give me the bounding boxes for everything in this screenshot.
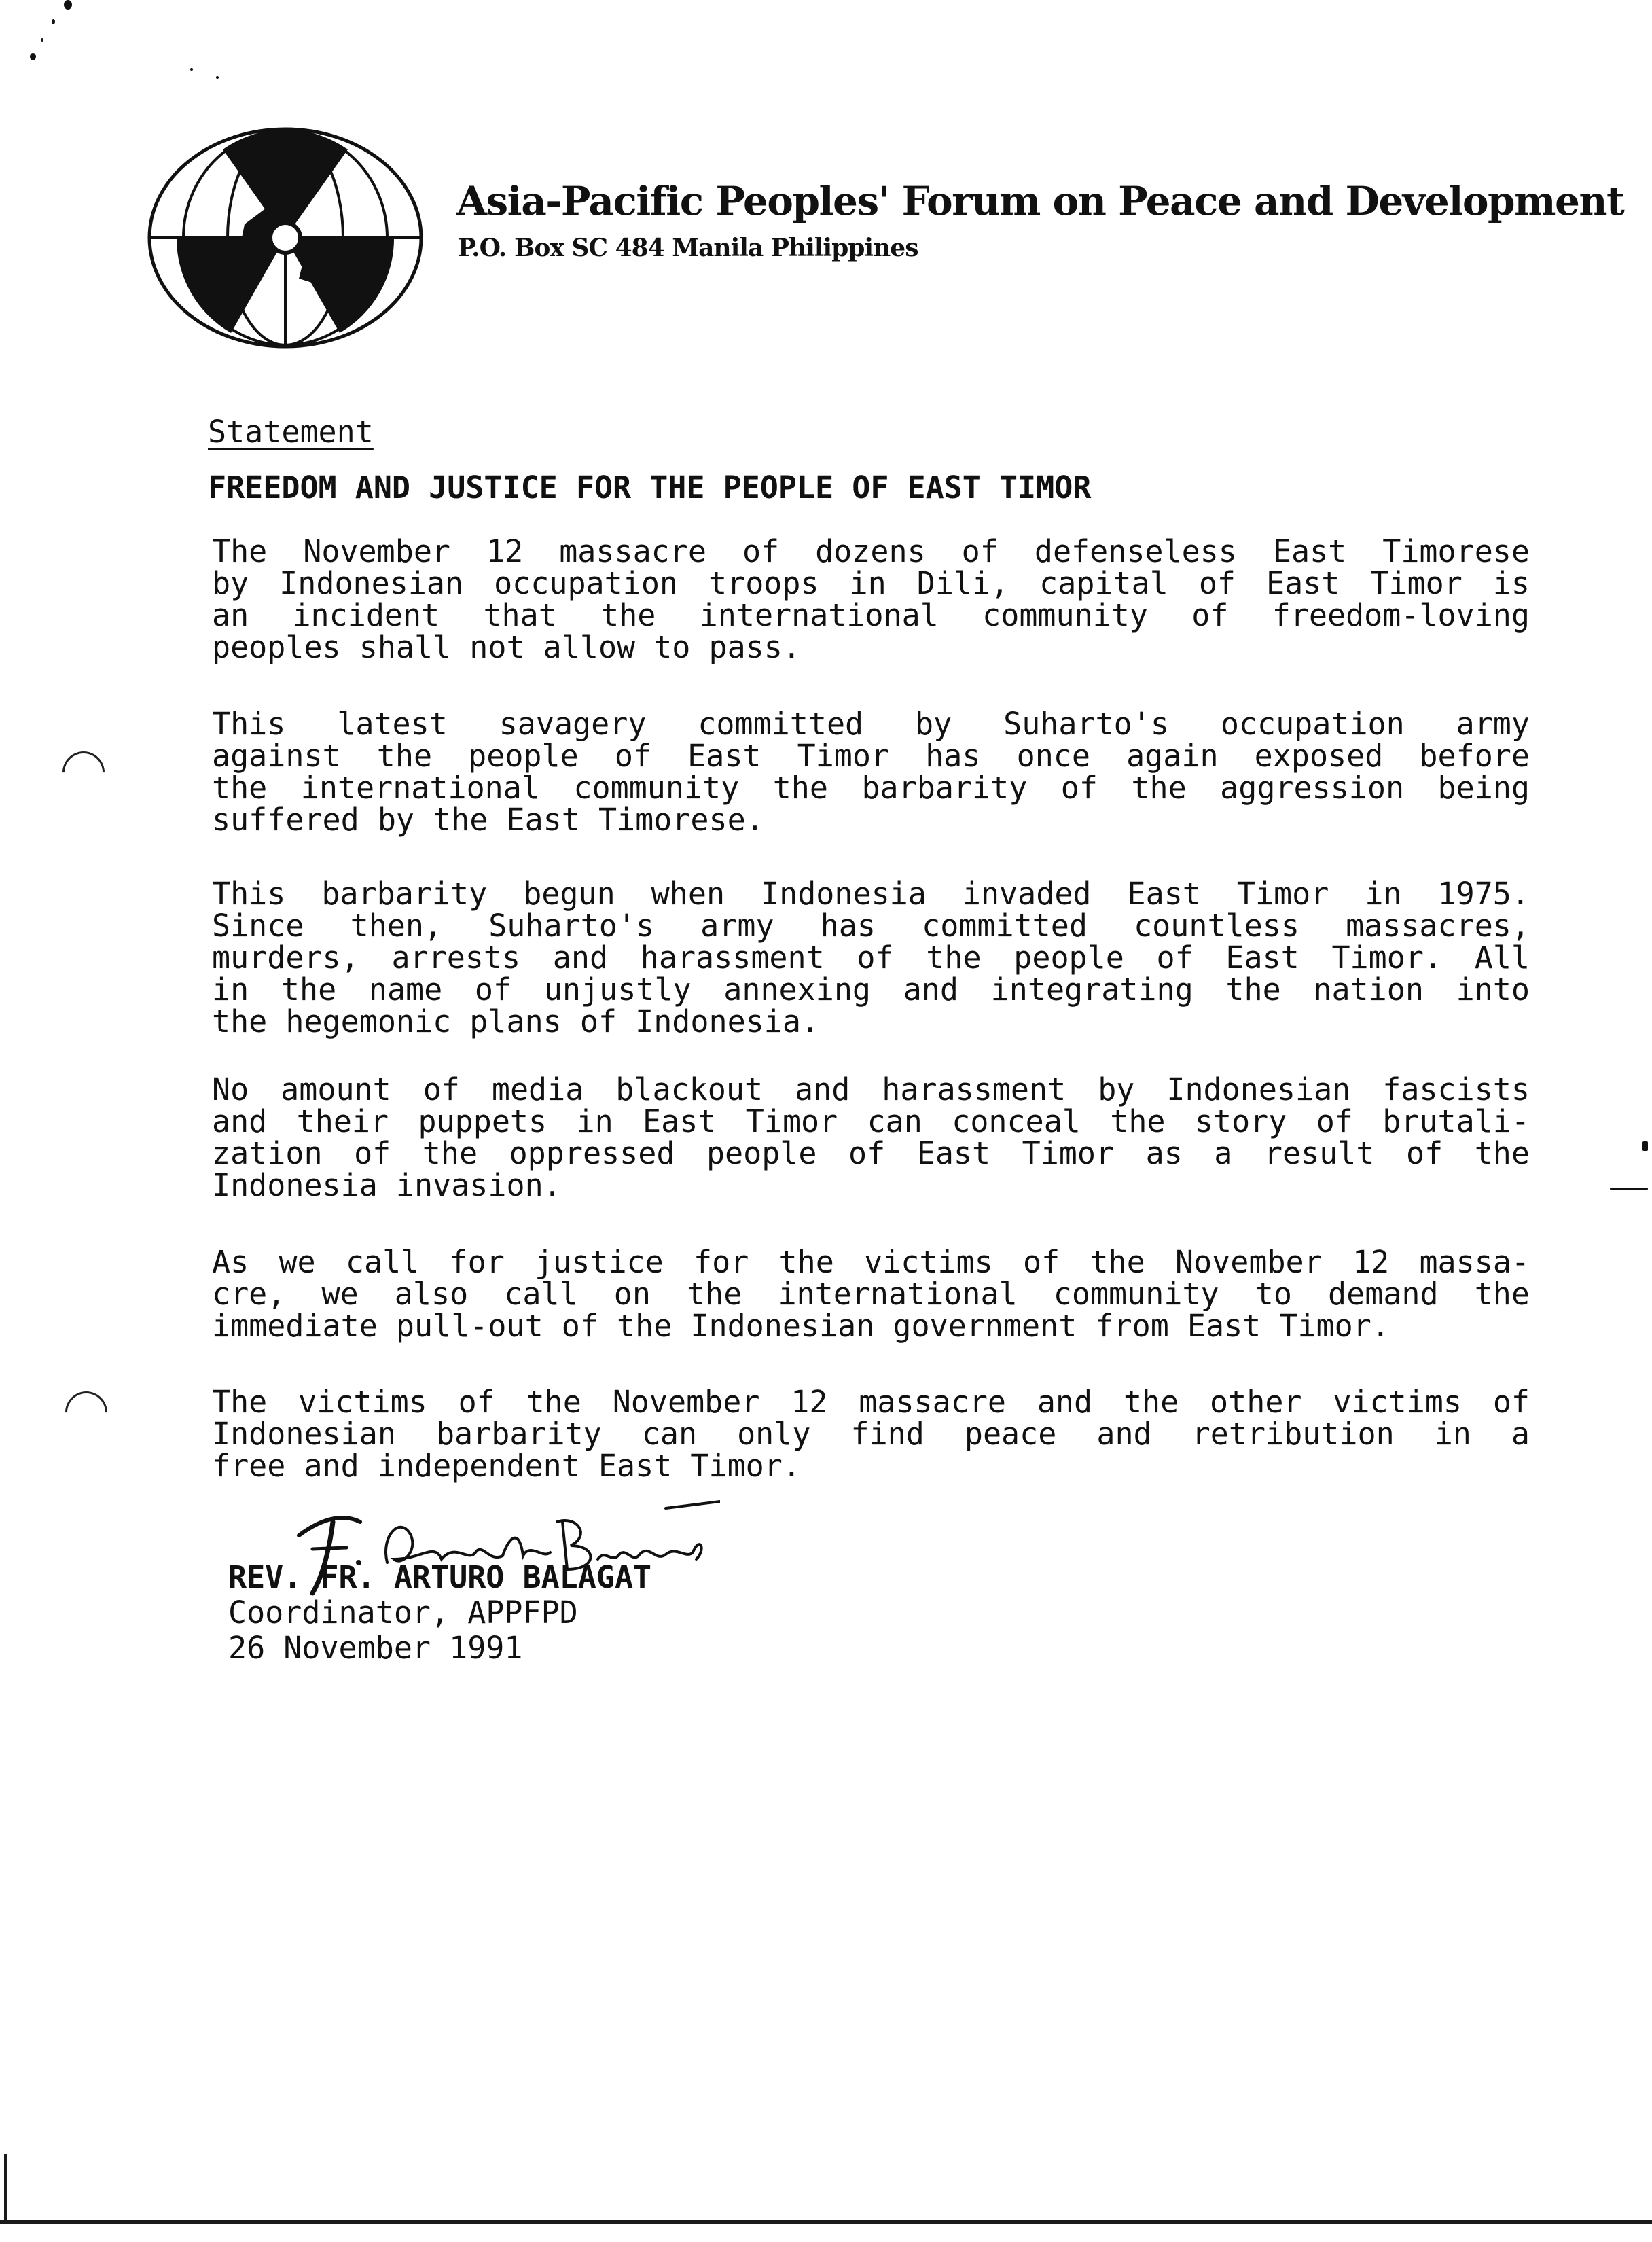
text-line: This latest savagery committed by Suharto's occupation army [212,706,1530,742]
text-line: This barbarity begun when Indonesia invaded East Timor in 1975. [212,876,1530,912]
punch-hole-mark [54,743,113,802]
text-line: The November 12 massacre of dozens of defenseless East Timorese [212,533,1530,569]
scan-speck [52,19,55,24]
text-line: by Indonesian occupation troops in Dili, capital of East Timor is [212,565,1530,601]
text-line: Since then, Suharto's army has committed countless massacres, [212,908,1530,944]
text-line: immediate pull-out of the Indonesian government from East Timor. [212,1308,1390,1344]
scan-speck [216,76,219,79]
scan-speck [64,0,72,10]
paragraph [212,1246,1530,1342]
text-line: the hegemonic plans of Indonesia. [212,1003,820,1039]
scan-edge [0,2220,1652,2224]
scan-speck [190,68,193,71]
text-line: the international community the barbarity of the aggression being [212,770,1530,806]
text-line: murders, arrests and harassment of the people of East Timor. All [212,940,1530,976]
scan-speck [1642,1141,1648,1151]
text-line: an incident that the international community of freedom-loving [212,597,1530,633]
paragraph [212,1386,1530,1482]
paragraph [212,708,1530,836]
text-line: Indonesian barbarity can only find peace and retribution in a [212,1416,1530,1452]
text-line: and their puppets in East Timor can conceal the story of brutali- [212,1103,1530,1139]
globe-emblem-icon [143,122,428,353]
document-date: 26 November 1991 [228,1630,523,1666]
text-line: zation of the oppressed people of East Timor as a result of the [212,1135,1530,1171]
text-line: The victims of the November 12 massacre and the other victims of [212,1384,1530,1420]
scan-speck [30,53,36,60]
text-line: As we call for justice for the victims of the November 12 massa- [212,1244,1530,1280]
punch-hole-mark [56,1383,116,1442]
organization-address: P.O. Box SC 484 Manila Philippines [458,234,918,262]
organization-name: Asia-Pacific Peoples' Forum on Peace and Development [456,178,1624,224]
paragraph [212,535,1530,663]
signer-name: REV. FR. ARTURO BALAGAT [228,1559,652,1595]
text-line: against the people of East Timor has once again exposed before [212,738,1530,774]
text-line: peoples shall not allow to pass. [212,629,801,665]
text-line: in the name of unjustly annexing and integrating the nation into [212,972,1530,1008]
text-line: No amount of media blackout and harassment by Indonesian fascists [212,1071,1530,1107]
scan-speck [1610,1188,1648,1190]
text-line: cre, we also call on the international community to demand the [212,1276,1530,1312]
document-label: Statement [208,414,374,450]
scan-edge [4,2154,7,2222]
paragraph [212,878,1530,1037]
text-line: Indonesia invasion. [212,1167,562,1203]
document-title: FREEDOM AND JUSTICE FOR THE PEOPLE OF EAST TIMOR [208,469,1092,505]
signer-title: Coordinator, APPFPD [228,1595,578,1631]
paragraph [212,1073,1530,1201]
scan-speck [41,38,43,42]
text-line: suffered by the East Timorese. [212,802,764,838]
text-line: free and independent East Timor. [212,1448,801,1484]
